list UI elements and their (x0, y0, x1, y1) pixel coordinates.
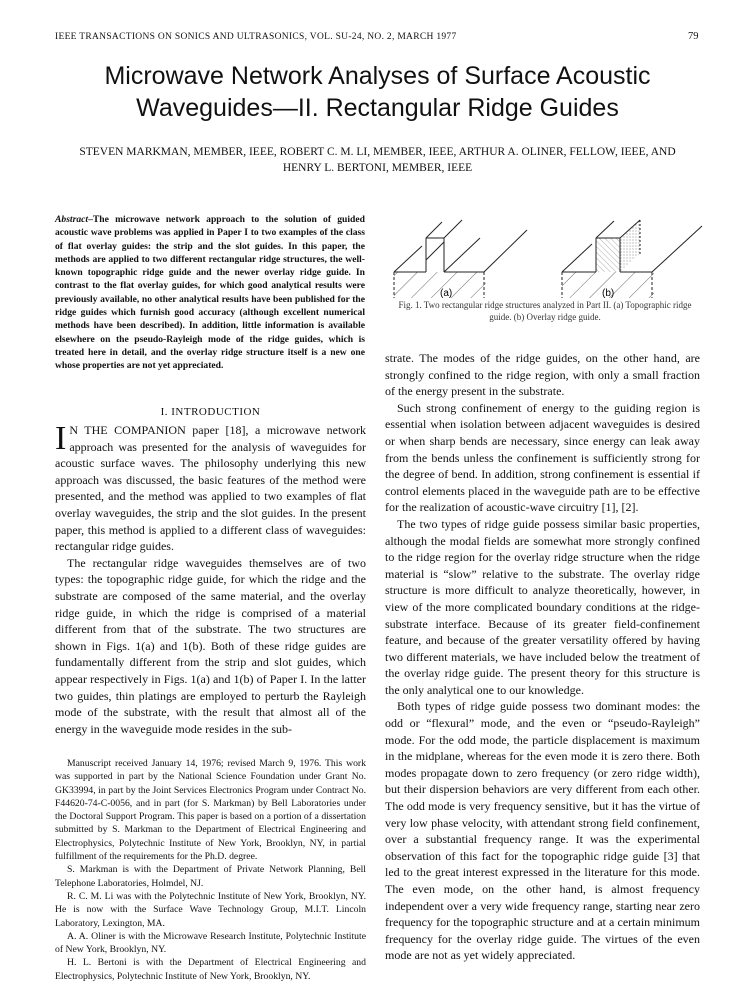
authors-line-2: HENRY L. BERTONI, MEMBER, IEEE (282, 162, 473, 174)
figure-label-b: (b) (602, 288, 615, 298)
page-number: 79 (688, 31, 699, 42)
section-heading: I. INTRODUCTION (160, 406, 261, 418)
title-line-2: Waveguides—II. Rectangular Ridge Guides (136, 94, 619, 122)
paragraph-text: N THE COMPANION paper [18], a microwave network approach was presented for the analysis of waveguides for acoustic surface waves. The philosophy underlying this new approach was discussed, the basic features of the method were presented, and the method was applied to two examples of flat overlay waveguides, the strip and the slot guides. In the present paper, this method is applied to a different class of waveguides: rectangular ridge guides. (55, 423, 366, 554)
figure-b-overlay (562, 220, 702, 298)
abstract (55, 213, 365, 373)
figure-ridge-structures (392, 218, 710, 298)
paragraph: The rectangular ridge waveguides themselves are of two types: the topographic ridge guide, for which the ridge and the substrate are composed of the same material, and the overlay ridge guide, in which the ridge is comprised of a material different from that of the substrate. The two structures are shown in Figs. 1(a) and 1(b). Both of these ridge guides are fundamentally different from the strip and slot guides, which appear respectively in Figs. 1(a) and 1(b) of Paper I. In the latter two guides, thin platings are employed to perturb the Rayleigh mode of the substrate, with the result that almost all of the energy in the waveguide mode resides in the sub- (55, 555, 366, 736)
right-column (385, 350, 700, 964)
paragraph: Such strong confinement of energy to the guiding region is essential when isolation between adjacent waveguides is desired or when sharp bends are necessary, since energy can leak away from the bends unless the confinement is sufficiently strong for the degree of bend. In addition, strong confinement is essential if control elements placed in the waveguide path are to be effective for the realization of acoustic-wave circuitry [1], [2]. (385, 400, 700, 515)
footnote-paragraph: S. Markman is with the Department of Private Network Planning, Bell Telephone Laboratories, Holmdel, NJ. (55, 864, 366, 889)
footnote-paragraph: H. L. Bertoni is with the Department of Electrical Engineering and Electrophysics, Polytechnic Institute of New York, Brooklyn, NY. (55, 957, 366, 982)
footnote-paragraph: R. C. M. Li was with the Polytechnic Institute of New York, Brooklyn, NY. He is now with the Surface Wave Technology Group, M.I.T. Lincoln Laboratory, Lexington, MA. (55, 890, 366, 929)
authors-line-1: STEVEN MARKMAN, MEMBER, IEEE, ROBERT C. M. LI, MEMBER, IEEE, ARTHUR A. OLINER, FELLOW, IEEE, AND (79, 146, 676, 158)
footnote-paragraph: Manuscript received January 14, 1976; revised March 9, 1976. This work was supported in part by the National Science Foundation under Grant No. GK33994, in part by the Joint Services Electronics Program under Contract No. F44620-74-C-0056, and in part (for S. Markman) by Bell Laboratories under the Doctoral Support Program. This paper is based on a portion of a dissertation submitted by S. Markman to the Department of Electrical Engineering and Electrophysics, Polytechnic Institute of New York, Brooklyn, NY, in partial fulfillment of the requirements for the Ph.D. degree. (55, 758, 366, 863)
figure-caption: Fig. 1. Two rectangular ridge structures analyzed in Part II. (a) Topographic ridge guide. (b) Overlay ridge guide. (398, 300, 692, 322)
running-head: IEEE TRANSACTIONS ON SONICS AND ULTRASONICS, VOL. SU-24, NO. 2, MARCH 1977 (55, 32, 457, 42)
footnote-paragraph: A. A. Oliner is with the Microwave Research Institute, Polytechnic Institute of New York, Brooklyn, NY. (55, 930, 366, 956)
abstract-text: –The microwave network approach to the solution of guided acoustic wave problems was applied in Paper I to two examples of the class of flat overlay guides: the strip and the slot guides. In this paper, the methods are applied to two different rectangular ridge structures, the well-known topographic ridge guide and the newer overlay ridge guide. In contrast to the flat overlay guides, for which good analytical results were previously available, no other analytical results have been published for the ridge guides which furnish good accuracy (although excellent numerical methods have been described). In addition, little information is available elsewhere on the pseudo-Rayleigh mode of the ridge guides, which is treated here in detail, and the overlay ridge structure itself is a new one whose properties are not yet appreciated. (55, 214, 365, 372)
paragraph (55, 422, 366, 555)
paper-title (20, 60, 735, 124)
title-line-1: Microwave Network Analyses of Surface Acoustic (104, 62, 651, 90)
left-column (55, 422, 366, 737)
paragraph: Both types of ridge guide possess two dominant modes: the odd or “flexural” mode, and the even or “pseudo-Rayleigh” mode. For the odd mode, the particle displacement is maximum in the midplane, whereas for the even mode it is zero there. Both modes propagate down to zero frequency (or zero ridge width), but their dispersion behaviors are very different from each other. The odd mode is very frequency sensitive, but it has the virtue of very low phase velocity, with attendant strong field confinement, over a substantial frequency range. It was the experimental observation of this fact for the topographic ridge guide [3] that led to the great interest expressed in the literature for this mode. The even mode, on the other hand, is almost frequency independent over a very wide frequency range, starting near zero frequency for the topographic structure and at a certain minimum frequency for the overlay ridge guide. The virtues of the even mode are not as yet widely appreciated. (385, 699, 700, 963)
paragraph: The two types of ridge guide possess similar basic properties, although the modal fields are somewhat more strongly confined to the ridge region for the overlay ridge structure when the ridge material is “slow” relative to the substrate. The overlay ridge structure is more difficult to analyze theoretically, however, in view of the more complicated boundary conditions at the ridge-substrate interface. Because of its greater field-confinement feature, and because of the greater versatility offered by having two different materials, we have included below the treatment of the overlay ridge guide. The present theory for this structure is the only analytical one to our knowledge. (385, 516, 700, 697)
figure-a-topographic (394, 220, 527, 298)
figure-label-a: (a) (440, 288, 453, 298)
author-list (40, 144, 715, 176)
drop-cap: I (55, 420, 67, 457)
footnote (55, 757, 366, 983)
abstract-label: Abstract (55, 214, 89, 225)
paragraph: strate. The modes of the ridge guides, on the other hand, are strongly confined to the ridge region, with only a small fraction of the energy present in the substrate. (385, 351, 700, 399)
